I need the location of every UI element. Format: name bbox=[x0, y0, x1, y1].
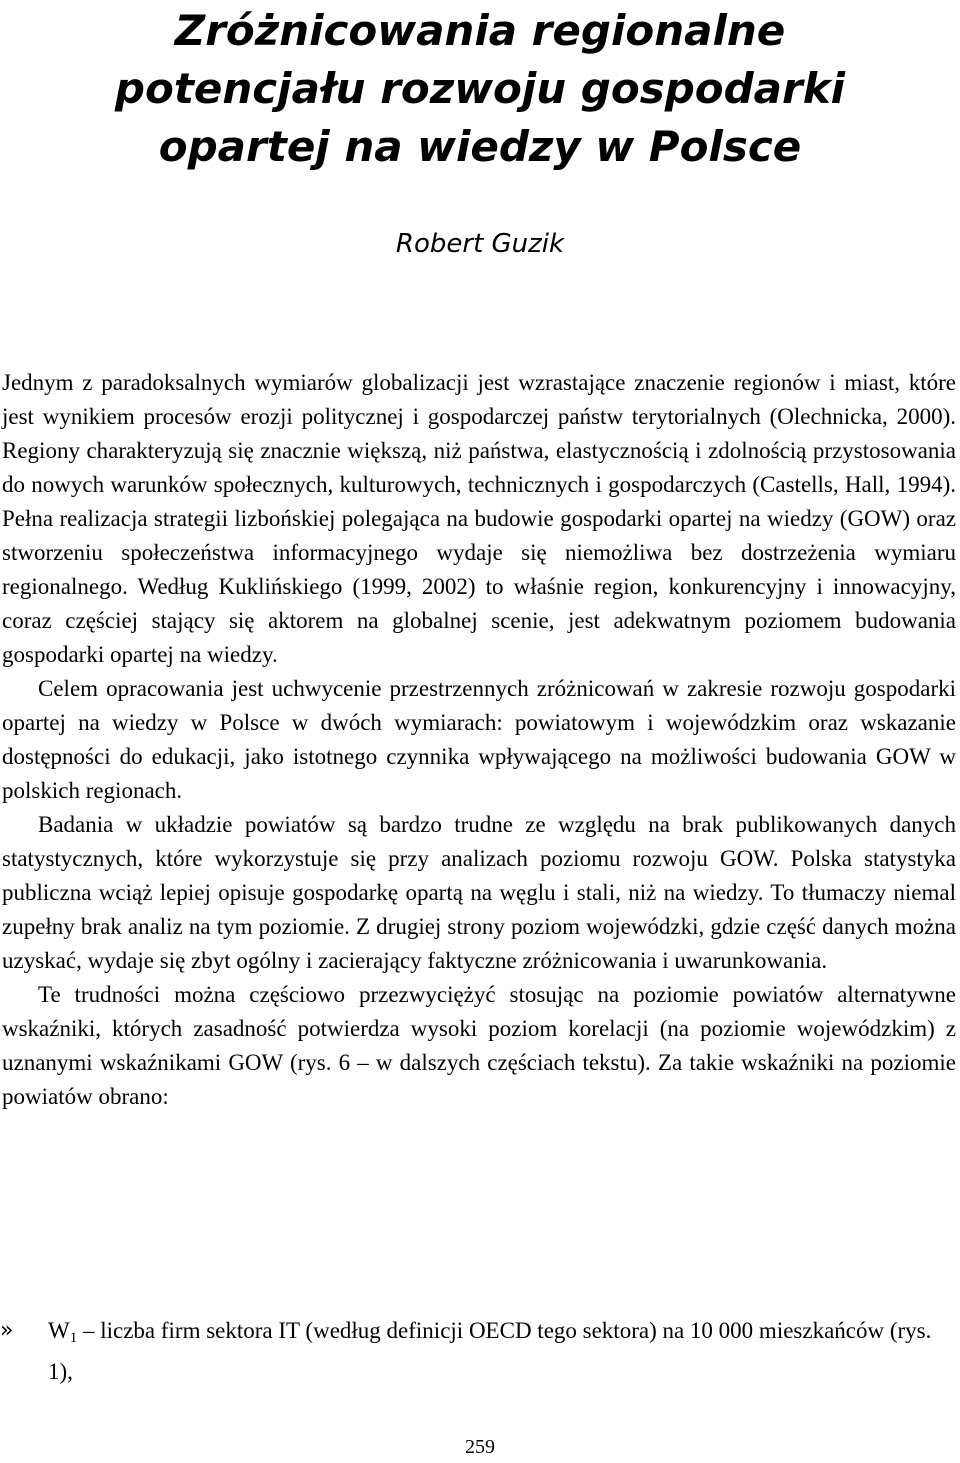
title-line: potencjału rozwoju gospodarki bbox=[114, 64, 846, 113]
indicator-description: – liczba firm sektora IT (według definicji OECD tego sektora) na 10 000 mieszkańców (rys. 1), bbox=[48, 1318, 932, 1384]
author-name: Robert Guzik bbox=[395, 229, 565, 259]
title-line: Zróżnicowania regionalne bbox=[174, 6, 786, 55]
paragraph: Te trudności można częściowo przezwyciężyć stosując na poziomie powiatów alternatywne wskaźniki, których zasadność potwierdza wysoki poziom korelacji (na poziomie wojewódzkim) z uznanymi wskaźnikami GOW (rys. 6 – w dalszych częściach tekstu). Za takie wskaźniki na poziomie powiatów obrano: bbox=[2, 982, 956, 1109]
page-number: 259 bbox=[465, 1436, 495, 1458]
paragraph: Celem opracowania jest uchwycenie przestrzennych zróżnicowań w zakresie rozwoju gospodarki opartej na wiedzy w Polsce w dwóch wymiarach: powiatowym i wojewódzkim oraz wskazanie dostępności do edukacji, jako istotnego czynnika wpływającego na możliwości budowania GOW w polskich regionach. bbox=[2, 676, 956, 803]
bullet-icon: » bbox=[0, 1318, 14, 1343]
indicator-subscript: 1 bbox=[69, 1330, 78, 1346]
paragraph: Jednym z paradoksalnych wymiarów globalizacji jest wzrastające znaczenie regionów i miast, które jest wynikiem procesów erozji politycznej i gospodarczej państw terytorialnych (Olechnicka, 2000). Regiony charakteryzują się znacznie większą, niż państwa, elastycznością i zdolnością przystosowania do nowych warunków społecznych, kulturowych, technicznych i gospodarczych (Castells, Hall, 1994). Pełna realizacja strategii lizbońskiej polegająca na budowie gospodarki opartej na wiedzy (GOW) oraz stworzeniu społeczeństwa informacyjnego wydaje się niemożliwa bez dostrzeżenia wymiaru regionalnego. Według Kuklińskiego (1999, 2002) to właśnie region, konkurencyjny i innowacyjny, coraz częściej stający się aktorem na globalnej scenie, jest adekwatnym poziomem budowania gospodarki opartej na wiedzy. bbox=[2, 370, 956, 667]
paragraph: Badania w układzie powiatów są bardzo trudne ze względu na brak publikowanych danych statystycznych, które wykorzystuje się przy analizach poziomu rozwoju GOW. Polska statystyka publiczna wciąż lepiej opisuje gospodarkę opartą na węglu i stali, niż na wiedzy. To tłumaczy niemal zupełny brak analiz na tym poziomie. Z drugiej strony poziom wojewódzki, gdzie część danych można uzyskać, wydaje się zbyt ogólny i zacierający faktyczne zróżnicowania i uwarunkowania. bbox=[2, 812, 956, 973]
article-body bbox=[2, 366, 956, 1114]
title-line: opartej na wiedzy w Polsce bbox=[158, 122, 802, 171]
list-item bbox=[0, 1314, 956, 1389]
indicator-symbol: W bbox=[48, 1318, 70, 1343]
article-title bbox=[0, 2, 960, 176]
indicator-list bbox=[0, 1314, 956, 1389]
